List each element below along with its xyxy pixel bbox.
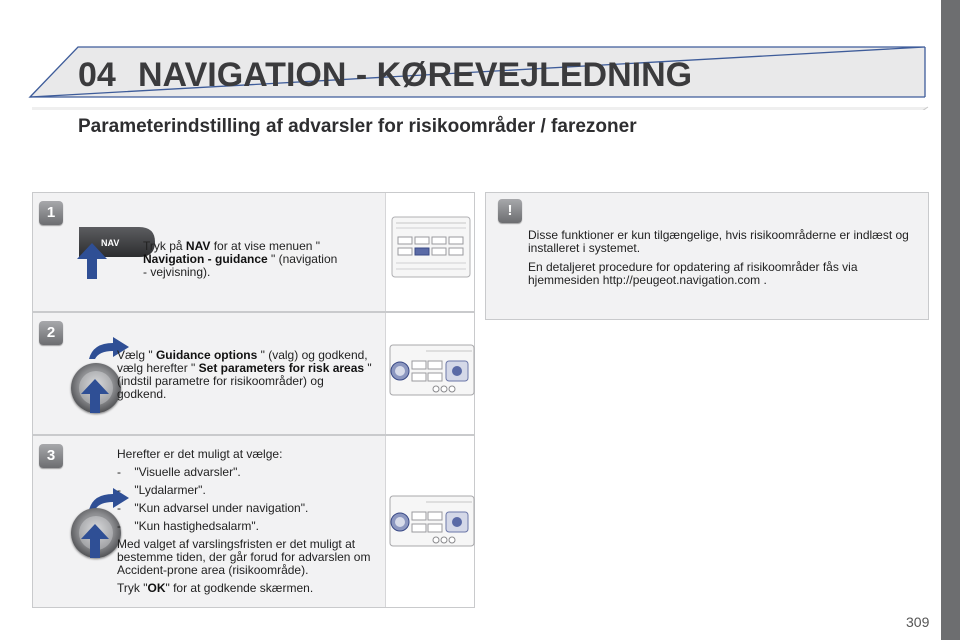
warning-text xyxy=(528,229,920,293)
step-1-panel xyxy=(32,192,475,312)
step-3-text xyxy=(117,448,372,600)
warning-time-note: Med valget af varslingsfristen er det muligt at bestemme tiden, der går forud for advarslen om Accident-prone area (risikoområde). xyxy=(117,537,371,577)
warning-paragraph: Disse funktioner er kun tilgængelige, hvis risikoområderne er indlæst og installeret i systemet. xyxy=(528,228,909,255)
press-arrow-icon xyxy=(81,379,109,413)
radio-control-panel-image xyxy=(386,436,475,607)
chapter-title: NAVIGATION - KØREVEJLEDNING xyxy=(138,56,693,94)
warning-paragraph: En detaljeret procedure for opdatering af risikoområder fås via hjemmesiden http://peugeot.navigation.com . xyxy=(528,260,858,287)
step-1-illustration xyxy=(386,193,474,311)
warning-badge-icon: ! xyxy=(498,199,522,223)
options-intro: Herefter er det muligt at vælge: xyxy=(117,447,283,461)
page-number: 309 xyxy=(906,614,930,630)
option-item: - "Visuelle advarsler". xyxy=(117,465,241,479)
step-number-badge: 1 xyxy=(39,201,63,225)
step-3-illustration xyxy=(386,436,474,607)
chapter-number: 04 xyxy=(78,56,116,94)
option-item: - "Lydalarmer". xyxy=(117,483,206,497)
option-item: - "Kun hastighedsalarm". xyxy=(117,519,259,533)
step-2-panel xyxy=(32,312,475,435)
radio-control-panel-image xyxy=(386,313,475,434)
step-2-illustration xyxy=(386,313,474,434)
press-arrow-icon xyxy=(81,524,109,558)
step-2-text: Vælg " Guidance options " (valg) og godkend, vælg herefter " Set parameters for risk areas " (indstil parametre for risikoområder) og godkend. xyxy=(117,348,372,401)
section-title: Parameterindstilling af advarsler for risikoområder / farezoner xyxy=(78,116,637,137)
option-item: - "Kun advarsel under navigation". xyxy=(117,501,309,515)
radio-front-panel-image xyxy=(386,193,475,311)
step-1-text: Tryk på NAV for at vise menuen " Navigation - guidance " (navigation - vejvisning). xyxy=(143,239,338,279)
step-3-panel xyxy=(32,435,475,608)
confirm-instruction: Tryk "OK" for at godkende skærmen. xyxy=(117,581,314,595)
step-number-badge: 2 xyxy=(39,321,63,345)
press-arrow-icon xyxy=(77,243,107,279)
warning-panel xyxy=(485,192,929,320)
step-number-badge: 3 xyxy=(39,444,63,468)
nav-button-label: NAV xyxy=(101,238,120,248)
